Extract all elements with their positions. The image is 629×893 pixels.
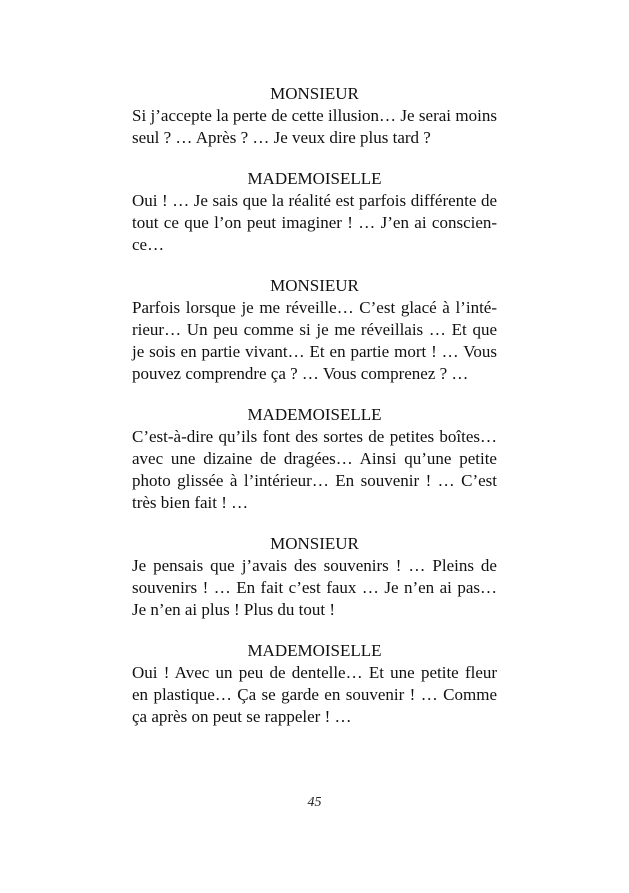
page-number: 45 [307, 795, 322, 810]
dialogue-block [132, 168, 497, 256]
dialogue-line: avec une dizaine de dragées… Ainsi qu’une petite [132, 449, 497, 468]
dialogue-line: seul ? … Après ? … Je veux dire plus tard ? [132, 128, 431, 147]
speaker-name: MONSIEUR [270, 84, 359, 103]
dialogue-page [132, 83, 497, 747]
dialogue-line: ce… [132, 235, 165, 254]
speaker-name: MADEMOISELLE [247, 405, 382, 424]
dialogue-block [132, 275, 497, 385]
dialogue-line: Oui ! Avec un peu de dentelle… Et une petite fleur [132, 663, 498, 682]
dialogue-line: Si j’accepte la perte de cette illusion… Je serai moins [132, 106, 497, 125]
dialogue-line: en plastique… Ça se garde en souvenir ! … Comme [132, 685, 497, 704]
speaker-name: MONSIEUR [270, 534, 359, 553]
dialogue-block [132, 533, 497, 621]
dialogue-block [132, 640, 497, 728]
dialogue-line: Je pensais que j’avais des souvenirs ! … Pleins de [132, 556, 497, 575]
dialogue-line: ça après on peut se rappeler ! … [132, 707, 352, 726]
dialogue-block [132, 404, 497, 514]
dialogue-line: souvenirs ! … En fait c’est faux … Je n’en ai pas… [132, 578, 498, 597]
dialogue-line: Oui ! … Je sais que la réalité est parfois différente de [132, 191, 498, 210]
dialogue-line: très bien fait ! … [132, 493, 249, 512]
dialogue-line: Je n’en ai plus ! Plus du tout ! [132, 600, 336, 619]
dialogue-line: je sois en partie vivant… Et en partie mort ! … Vous [132, 342, 497, 361]
speaker-name: MONSIEUR [270, 276, 359, 295]
dialogue-line: Parfois lorsque je me réveille… C’est glacé à l’inté- [132, 298, 497, 317]
speaker-name: MADEMOISELLE [247, 641, 382, 660]
dialogue-line: rieur… Un peu comme si je me réveillais … Et que [132, 320, 497, 339]
dialogue-line: tout ce que l’on peut imaginer ! … J’en ai conscien- [132, 213, 498, 232]
speaker-name: MADEMOISELLE [247, 169, 382, 188]
dialogue-line: pouvez comprendre ça ? … Vous comprenez ? … [132, 364, 469, 383]
dialogue-block [132, 83, 497, 149]
dialogue-line: photo glissée à l’intérieur… En souvenir ! … C’est [132, 471, 497, 490]
dialogue-line: C’est-à-dire qu’ils font des sortes de petites boîtes… [132, 427, 498, 446]
